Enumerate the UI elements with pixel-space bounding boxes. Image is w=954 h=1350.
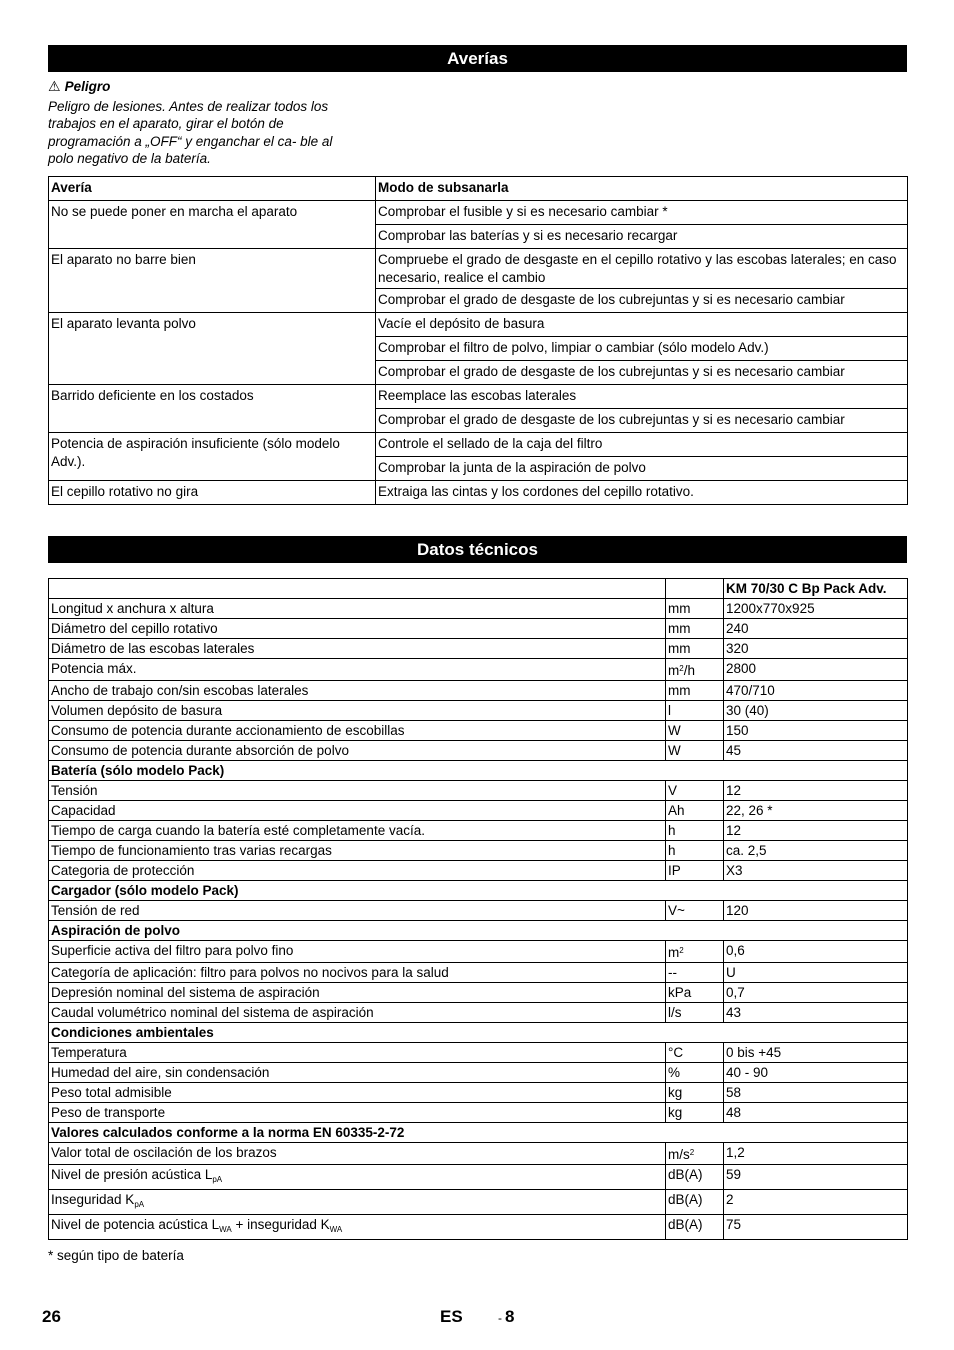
spec-unit-text: W xyxy=(668,723,681,738)
spec-label xyxy=(49,1043,666,1063)
spec-label-text: Temperatura xyxy=(51,1045,127,1060)
remedy-cell: Comprobar las baterías y si es necesario recargar xyxy=(376,225,908,249)
spec-label-text: Peso total admisible xyxy=(51,1085,172,1100)
remedy-cell: Comprobar el grado de desgaste de los cubrejuntas y si es necesario cambiar xyxy=(376,361,908,385)
spec-row xyxy=(49,599,908,619)
language-code: ES xyxy=(440,1307,463,1326)
spec-unit-text: m xyxy=(668,945,680,960)
spec-value: 0,6 xyxy=(724,941,908,963)
spec-label xyxy=(49,841,666,861)
spec-unit xyxy=(666,901,724,921)
spec-label xyxy=(49,741,666,761)
remedy-cell: Extraiga las cintas y los cordones del cepillo rotativo. xyxy=(376,481,908,505)
spec-unit xyxy=(666,861,724,881)
spec-unit-superscript: 2 xyxy=(679,946,684,955)
spec-label-text: Diámetro del cepillo rotativo xyxy=(51,621,218,636)
spec-row xyxy=(49,1043,908,1063)
spec-label xyxy=(49,901,666,921)
fault-cell: El aparato no barre bien xyxy=(49,249,376,313)
spec-label xyxy=(49,983,666,1003)
page-number: 26 xyxy=(42,1307,61,1326)
spec-value: 470/710 xyxy=(724,681,908,701)
spec-section-row xyxy=(49,881,908,901)
spec-unit xyxy=(666,821,724,841)
footnote: * según tipo de batería xyxy=(48,1248,184,1263)
spec-unit xyxy=(666,619,724,639)
remedy-cell: Vacíe el depósito de basura xyxy=(376,313,908,337)
spec-label xyxy=(49,1083,666,1103)
spec-label-text: Tiempo de carga cuando la batería esté completamente vacía. xyxy=(51,823,425,838)
fault-row xyxy=(49,249,908,289)
spec-label xyxy=(49,1063,666,1083)
spec-row xyxy=(49,1143,908,1165)
danger-text: Peligro de lesiones. Antes de realizar todos los trabajos en el aparato, girar el botón de programación a „OFF“ y enganchar el ca- ble al polo negativo de la batería. xyxy=(48,98,333,166)
spec-unit-text: kPa xyxy=(668,985,692,1000)
spec-label xyxy=(49,639,666,659)
spec-value: 43 xyxy=(724,1003,908,1023)
spec-unit-text: IP xyxy=(668,863,681,878)
danger-notice xyxy=(48,78,333,168)
spec-label-text: Tensión xyxy=(51,783,98,798)
fault-row xyxy=(49,481,908,505)
spec-label xyxy=(49,1143,666,1165)
spec-unit xyxy=(666,1003,724,1023)
spec-value: X3 xyxy=(724,861,908,881)
spec-label-text: Nivel de presión acústica L xyxy=(51,1167,213,1182)
spec-section-row xyxy=(49,1123,908,1143)
danger-title: Peligro xyxy=(64,79,111,94)
spec-unit-text: kg xyxy=(668,1105,683,1120)
fault-table xyxy=(48,176,908,505)
spec-row xyxy=(49,1103,908,1123)
spec-unit-text: -- xyxy=(668,965,677,980)
spec-row xyxy=(49,1215,908,1240)
fault-cell: El cepillo rotativo no gira xyxy=(49,481,376,505)
spec-label-text: Ancho de trabajo con/sin escobas laterales xyxy=(51,683,309,698)
spec-unit-text: W xyxy=(668,743,681,758)
spec-unit xyxy=(666,1083,724,1103)
spec-value: 2800 xyxy=(724,659,908,681)
spec-unit-text: Ah xyxy=(668,803,685,818)
spec-row xyxy=(49,701,908,721)
spec-unit-text: mm xyxy=(668,683,691,698)
spec-table-header xyxy=(49,579,908,599)
spec-table xyxy=(48,578,908,1240)
spec-label xyxy=(49,781,666,801)
spec-unit-text: m xyxy=(668,663,680,678)
spec-label xyxy=(49,941,666,963)
spec-section-row xyxy=(49,1023,908,1043)
spec-label xyxy=(49,1003,666,1023)
spec-row xyxy=(49,721,908,741)
spec-value: ca. 2,5 xyxy=(724,841,908,861)
spec-unit-text: kg xyxy=(668,1085,683,1100)
fault-row xyxy=(49,313,908,337)
fault-row xyxy=(49,433,908,457)
spec-unit-text: % xyxy=(668,1065,681,1080)
spec-value: 150 xyxy=(724,721,908,741)
spec-unit-text: mm xyxy=(668,621,691,636)
remedy-cell: Comprobar el filtro de polvo, limpiar o cambiar (sólo modelo Adv.) xyxy=(376,337,908,361)
spec-label-subscript: pA xyxy=(212,1175,223,1184)
spec-unit-suffix: /h xyxy=(683,663,695,678)
spec-label xyxy=(49,1103,666,1123)
spec-unit-text: V~ xyxy=(668,903,685,918)
spec-unit-text: m/s xyxy=(668,1147,690,1162)
spec-section-title: Batería (sólo modelo Pack) xyxy=(49,761,908,781)
spec-section-title: Aspiración de polvo xyxy=(49,921,908,941)
spec-value: U xyxy=(724,963,908,983)
spec-unit xyxy=(666,1143,724,1165)
spec-unit xyxy=(666,1063,724,1083)
spec-label-text: Consumo de potencia durante absorción de polvo xyxy=(51,743,349,758)
spec-unit xyxy=(666,721,724,741)
spec-row xyxy=(49,821,908,841)
spec-unit-text: mm xyxy=(668,601,691,616)
spec-label-text: Longitud x anchura x altura xyxy=(51,601,214,616)
spec-unit-text: dB(A) xyxy=(668,1192,703,1207)
spec-unit-text: dB(A) xyxy=(668,1217,703,1232)
spec-label-text: Categoría de aplicación: filtro para polvos no nocivos para la salud xyxy=(51,965,449,980)
spec-value: 22, 26 * xyxy=(724,801,908,821)
spec-row xyxy=(49,963,908,983)
spec-label xyxy=(49,619,666,639)
spec-row xyxy=(49,659,908,681)
spec-unit xyxy=(666,1043,724,1063)
spec-label-text: Depresión nominal del sistema de aspiración xyxy=(51,985,320,1000)
spec-value: 2 xyxy=(724,1190,908,1215)
spec-row xyxy=(49,681,908,701)
spec-unit-text: mm xyxy=(668,641,691,656)
spec-label-text: Inseguridad K xyxy=(51,1192,135,1207)
spec-section-title: Valores calculados conforme a la norma EN 60335-2-72 xyxy=(49,1123,908,1143)
header-blank-unit xyxy=(666,579,724,599)
sub-page-dash: - xyxy=(498,1311,502,1325)
spec-label-text: Peso de transporte xyxy=(51,1105,166,1120)
remedy-cell: Comprobar la junta de la aspiración de polvo xyxy=(376,457,908,481)
spec-unit-text: h xyxy=(668,843,676,858)
spec-section-title: Condiciones ambientales xyxy=(49,1023,908,1043)
spec-unit-text: h xyxy=(668,823,676,838)
spec-value: 48 xyxy=(724,1103,908,1123)
spec-unit xyxy=(666,941,724,963)
spec-label-text: Superficie activa del filtro para polvo fino xyxy=(51,943,294,958)
spec-unit xyxy=(666,1215,724,1240)
spec-unit-text: l/s xyxy=(668,1005,682,1020)
remedy-cell: Comprobar el grado de desgaste de los cubrejuntas y si es necesario cambiar xyxy=(376,409,908,433)
spec-unit xyxy=(666,1190,724,1215)
spec-unit-text: l xyxy=(668,703,671,718)
spec-value: 320 xyxy=(724,639,908,659)
spec-row xyxy=(49,741,908,761)
fault-cell: No se puede poner en marcha el aparato xyxy=(49,201,376,249)
spec-unit xyxy=(666,741,724,761)
spec-row xyxy=(49,941,908,963)
spec-label-text: Caudal volumétrico nominal del sistema de aspiración xyxy=(51,1005,374,1020)
spec-unit xyxy=(666,1165,724,1190)
spec-unit xyxy=(666,659,724,681)
spec-unit xyxy=(666,1103,724,1123)
spec-row xyxy=(49,639,908,659)
spec-label-text: Diámetro de las escobas laterales xyxy=(51,641,255,656)
spec-value: 58 xyxy=(724,1083,908,1103)
spec-label xyxy=(49,861,666,881)
warning-triangle-icon: ⚠ xyxy=(48,78,61,94)
spec-label xyxy=(49,801,666,821)
spec-unit-text: dB(A) xyxy=(668,1167,703,1182)
spec-row xyxy=(49,841,908,861)
spec-label xyxy=(49,701,666,721)
spec-row xyxy=(49,1165,908,1190)
spec-label-text: Humedad del aire, sin condensación xyxy=(51,1065,270,1080)
spec-label-text: Valor total de oscilación de los brazos xyxy=(51,1145,277,1160)
fault-cell: Potencia de aspiración insuficiente (sólo modelo Adv.). xyxy=(49,433,376,481)
spec-label xyxy=(49,821,666,841)
spec-label-text: Nivel de potencia acústica L xyxy=(51,1217,220,1232)
spec-unit xyxy=(666,963,724,983)
sub-page-number xyxy=(498,1307,514,1327)
spec-label-subscript-2: WA xyxy=(329,1225,343,1234)
spec-unit xyxy=(666,681,724,701)
spec-unit xyxy=(666,781,724,801)
spec-label xyxy=(49,721,666,741)
spec-value: 1,2 xyxy=(724,1143,908,1165)
spec-value: 120 xyxy=(724,901,908,921)
spec-unit-superscript: 2 xyxy=(679,664,684,673)
spec-unit-superscript: 2 xyxy=(689,1148,695,1157)
spec-label xyxy=(49,659,666,681)
spec-label-text-2: + inseguridad K xyxy=(231,1217,330,1232)
spec-row xyxy=(49,983,908,1003)
sub-page-value: 8 xyxy=(505,1307,515,1326)
spec-label-text: Volumen depósito de basura xyxy=(51,703,223,718)
spec-label-subscript: WA xyxy=(219,1225,232,1234)
remedy-cell: Controle el sellado de la caja del filtro xyxy=(376,433,908,457)
spec-value: 45 xyxy=(724,741,908,761)
spec-unit xyxy=(666,983,724,1003)
spec-label-subscript: pA xyxy=(134,1200,145,1209)
spec-row xyxy=(49,1083,908,1103)
spec-value: 1200x770x925 xyxy=(724,599,908,619)
fault-cell: Barrido deficiente en los costados xyxy=(49,385,376,433)
spec-label-text: Capacidad xyxy=(51,803,116,818)
spec-value: 12 xyxy=(724,821,908,841)
spec-label-text: Categoria de protección xyxy=(51,863,195,878)
spec-row xyxy=(49,801,908,821)
fault-row xyxy=(49,385,908,409)
spec-value: 0 bis +45 xyxy=(724,1043,908,1063)
spec-row xyxy=(49,781,908,801)
spec-unit xyxy=(666,801,724,821)
spec-row xyxy=(49,901,908,921)
spec-row xyxy=(49,861,908,881)
spec-section-row xyxy=(49,921,908,941)
spec-row xyxy=(49,1063,908,1083)
section-title-datos-tecnicos: Datos técnicos xyxy=(48,536,907,563)
spec-unit xyxy=(666,599,724,619)
spec-label xyxy=(49,1190,666,1215)
header-fault: Avería xyxy=(49,177,376,201)
spec-label-text: Tensión de red xyxy=(51,903,140,918)
fault-cell: El aparato levanta polvo xyxy=(49,313,376,385)
spec-unit-text: V xyxy=(668,783,678,798)
spec-section-title: Cargador (sólo modelo Pack) xyxy=(49,881,908,901)
remedy-cell: Compruebe el grado de desgaste en el cepillo rotativo y las escobas laterales; en caso necesario, realice el cambio xyxy=(376,249,908,289)
spec-unit-text: °C xyxy=(668,1045,684,1060)
spec-section-row xyxy=(49,761,908,781)
spec-value: 240 xyxy=(724,619,908,639)
spec-unit xyxy=(666,841,724,861)
spec-label xyxy=(49,599,666,619)
spec-unit xyxy=(666,639,724,659)
spec-row xyxy=(49,1003,908,1023)
spec-label-text: Potencia máx. xyxy=(51,661,137,676)
spec-row xyxy=(49,619,908,639)
spec-label xyxy=(49,681,666,701)
remedy-cell: Comprobar el grado de desgaste de los cubrejuntas y si es necesario cambiar xyxy=(376,289,908,313)
spec-value: 59 xyxy=(724,1165,908,1190)
spec-unit xyxy=(666,701,724,721)
spec-value: 40 - 90 xyxy=(724,1063,908,1083)
header-remedy: Modo de subsanarla xyxy=(376,177,908,201)
spec-label xyxy=(49,1165,666,1190)
spec-value: 75 xyxy=(724,1215,908,1240)
fault-row xyxy=(49,201,908,225)
section-title-averias: Averías xyxy=(48,45,907,72)
spec-label xyxy=(49,1215,666,1240)
spec-value: 30 (40) xyxy=(724,701,908,721)
remedy-cell: Comprobar el fusible y si es necesario cambiar * xyxy=(376,201,908,225)
model-header: KM 70/30 C Bp Pack Adv. xyxy=(724,579,908,599)
spec-value: 0,7 xyxy=(724,983,908,1003)
spec-value: 12 xyxy=(724,781,908,801)
spec-label-text: Consumo de potencia durante accionamiento de escobillas xyxy=(51,723,405,738)
fault-table-header xyxy=(49,177,908,201)
header-blank xyxy=(49,579,666,599)
spec-label xyxy=(49,963,666,983)
spec-label-text: Tiempo de funcionamiento tras varias recargas xyxy=(51,843,332,858)
remedy-cell: Reemplace las escobas laterales xyxy=(376,385,908,409)
spec-row xyxy=(49,1190,908,1215)
